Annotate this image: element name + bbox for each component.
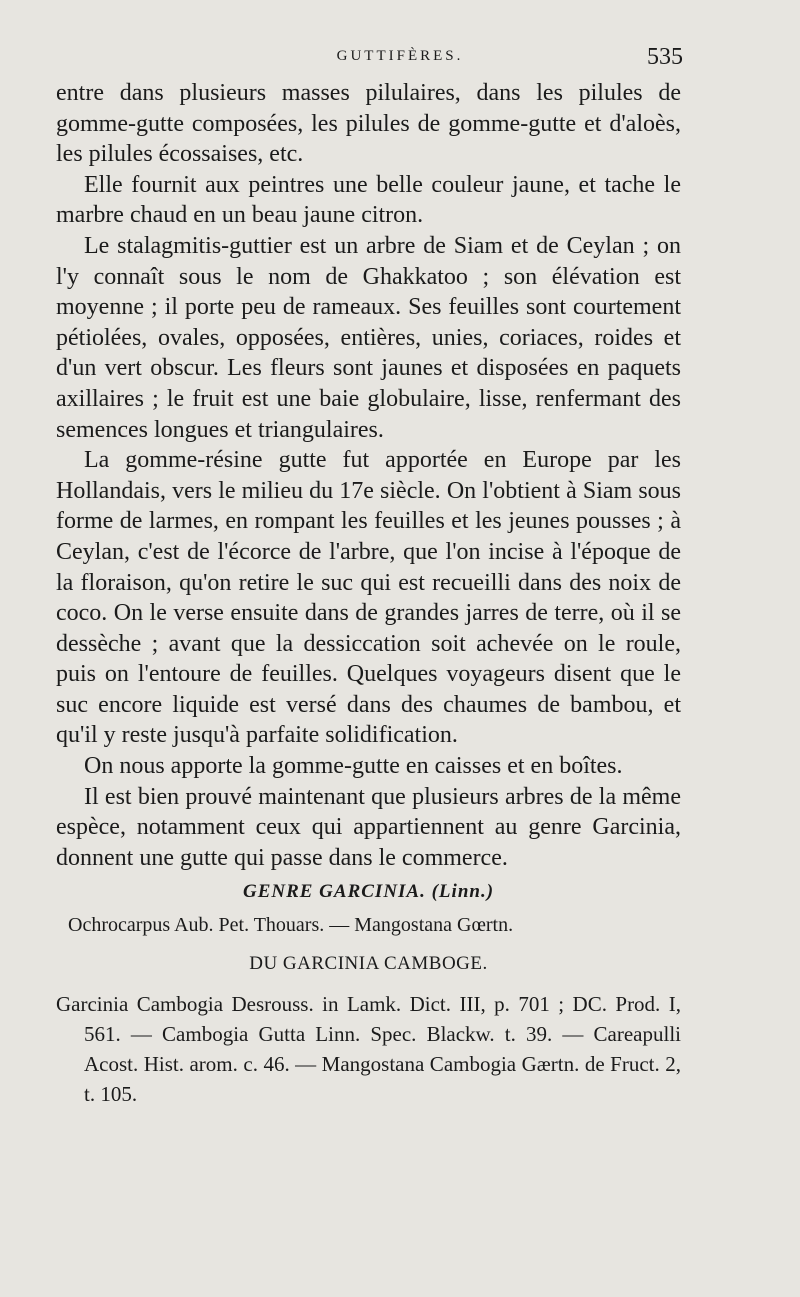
- running-title: GUTTIFÈRES.: [336, 48, 464, 64]
- genre-synonyms: Ochrocarpus Aub. Pet. Thouars. — Mangostana Gœrtn.: [68, 914, 514, 937]
- spacer: [56, 981, 681, 989]
- paragraph-history: La gomme-résine gutte fut apportée en Europe par les Hollandais, vers le milieu du 17e siècle. On l'obtient à Siam sous forme de larmes, en rompant les feuilles et les jeunes pousses ; à Ceylan, c'est de l'écorce de l'arbre, que l'on incise à l'époque de la floraison, qu'on retire le suc qui est recueilli dans des noix de coco. On le verse ensuite dans de grandes jarres de terre, où il se dessèche ; avant que la dessiccation soit achevée on le roule, puis on l'entoure de feuilles. Quelques voyageurs disent que le suc encore liquide est versé dans des chaumes de bambou, et qu'il y reste jusqu'à parfaite solidification.: [56, 447, 681, 749]
- body-text: [56, 78, 681, 1109]
- species-heading: DU GARCINIA CAMBOGE.: [249, 953, 488, 975]
- genre-heading: GENRE GARCINIA. (Linn.): [242, 881, 495, 903]
- species-synonymy: Garcinia Cambogia Desrouss. in Lamk. Dict. III, p. 701 ; DC. Prod. I, 561. — Cambogia Gutta Linn. Spec. Blackw. t. 39. — Careapulli Acost. Hist. arom. c. 46. — Mangostana Cambogia Gærtn. de Fruct. 2, t. 105.: [56, 992, 681, 1107]
- page-number: 535: [647, 44, 683, 70]
- paragraph-garcinia: Il est bien prouvé maintenant que plusieurs arbres de la même espèce, notamment ceux qui appartiennent au genre Garcinia, donnent une gutte qui passe dans le commerce.: [56, 783, 681, 871]
- paragraph-continuation: entre dans plusieurs masses pilulaires, dans les pilules de gomme-gutte composées, les pilules de gomme-gutte et d'aloès, les pilules écossaises, etc.: [56, 80, 681, 168]
- paragraph-imports: On nous apporte la gomme-gutte en caisses et en boîtes.: [84, 753, 623, 780]
- paragraph-painters: Elle fournit aux peintres une belle couleur jaune, et tache le marbre chaud en un beau jaune citron.: [56, 171, 681, 229]
- paragraph-stalagmitis: Le stalagmitis-guttier est un arbre de Siam et de Ceylan ; on l'y connaît sous le nom de Ghakkatoo ; son élévation est moyenne ; il porte peu de rameaux. Ses feuilles sont courtement pétiolées, ovales, opposées, entières, unies, coriaces, roides et d'un vert obscur. Les fleurs sont jaunes et disposées en paquets axillaires ; le fruit est une baie globulaire, lisse, renfermant des semences longues et triangulaires.: [56, 232, 681, 443]
- page-header: [0, 44, 800, 74]
